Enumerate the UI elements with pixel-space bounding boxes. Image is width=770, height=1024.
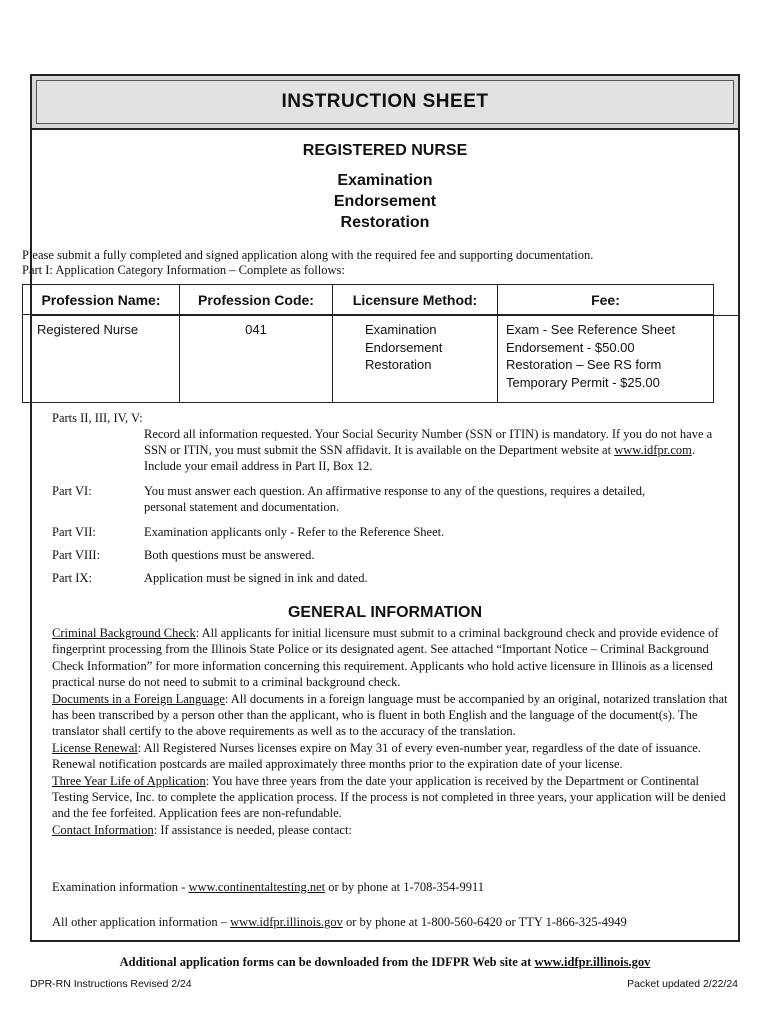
- cell-fees: [498, 315, 714, 403]
- table-row: [23, 315, 714, 403]
- footer-form-id: DPR-RN Instructions Revised 2/24: [30, 978, 192, 990]
- header-profession-name: Profession Name:: [23, 285, 180, 315]
- footer-idfpr-link[interactable]: www.idfpr.illinois.gov: [534, 955, 651, 969]
- application-category-table: [22, 284, 714, 403]
- cell-method-restoration: Restoration: [365, 357, 432, 372]
- other-contact-prefix: All other application information –: [52, 915, 231, 929]
- method-list: [32, 170, 738, 233]
- intro-line-1: Please submit a fully completed and signed application along with the required fee and supporting documentation.: [22, 248, 594, 262]
- other-contact-phone: or by phone at 1-800-560-6420 or TTY 1-866-325-4949: [342, 915, 627, 929]
- method-restoration: Restoration: [340, 214, 430, 231]
- footer-note-text: Additional application forms can be downloaded from the IDFPR Web site at: [119, 955, 535, 969]
- cell-profession-code: 041: [180, 315, 333, 403]
- general-information-heading: GENERAL INFORMATION: [287, 604, 483, 621]
- part-7-text: Examination applicants only - Refer to the Reference Sheet.: [144, 525, 445, 539]
- part-7-label: Part VII:: [52, 525, 96, 539]
- part-9-text: Application must be signed in ink and dated.: [144, 571, 368, 585]
- exam-contact-phone: or by phone at 1-708-354-9911: [325, 880, 484, 894]
- cell-method-examination: Examination: [365, 322, 437, 337]
- intro-text: [22, 248, 593, 278]
- part-6-text: You must answer each question. An affirmative response to any of the questions, requires a detailed, personal statement and documentation.: [144, 484, 646, 514]
- criminal-background-text: : All applicants for initial licensure must submit to a criminal background check and provide evidence of fingerprint processing from the Illinois State Police or its designated agent. See attached “Important Notice – Criminal Background Check Information” for more information concerning this requirement. Applicants who hold active licensure in Illinois as a licensed practical nurse do not need to submit to a criminal background check.: [52, 626, 719, 690]
- part-2-5-text-b: . Include your email address in Part II, Box 12.: [144, 443, 695, 473]
- page-title: INSTRUCTION SHEET: [36, 80, 734, 124]
- fee-exam: Exam - See Reference Sheet: [506, 322, 676, 337]
- application-life-label: Three Year Life of Application: [52, 773, 206, 788]
- criminal-background-label: Criminal Background Check: [52, 626, 196, 640]
- part-2-5-text: [144, 426, 728, 474]
- continental-testing-link[interactable]: www.continentaltesting.net: [188, 880, 326, 894]
- contact-text: : If assistance is needed, please contact:: [153, 822, 352, 837]
- criminal-background-paragraph: [52, 625, 732, 691]
- part-2-5-label: Parts II, III, IV, V:: [52, 411, 143, 425]
- part-9-label: Part IX:: [52, 571, 92, 585]
- fee-endorsement: Endorsement - $50.00: [506, 339, 635, 355]
- foreign-language-text: : All documents in a foreign language must be accompanied by an original, notarized translation that has been transcribed by a person other than the applicant, who is fluent in both English and the language of the document(s). The translator shall certify to the above requirements as well as to the accuracy of the translation.: [52, 691, 728, 739]
- intro-line-2: Part I: Application Category Information – Complete as follows:: [22, 263, 345, 277]
- license-renewal-paragraph: [52, 740, 732, 773]
- method-endorsement: Endorsement: [333, 193, 437, 210]
- part-8-label: Part VIII:: [52, 548, 101, 562]
- foreign-language-label: Documents in a Foreign Language: [52, 691, 225, 706]
- footer-packet-date: Packet updated 2/22/24: [627, 978, 738, 990]
- other-contact-line: [52, 915, 627, 930]
- header-profession-code: Profession Code:: [180, 285, 333, 315]
- cell-profession-name: Registered Nurse: [23, 315, 180, 403]
- part-6-label: Part VI:: [52, 484, 92, 498]
- method-examination: Examination: [337, 172, 433, 189]
- title-band: [32, 76, 738, 130]
- license-renewal-label: License Renewal: [52, 740, 138, 755]
- part-2-5-text-a: Record all information requested. Your Social Security Number (SSN or ITIN) is mandatory. If you do not have a SSN or ITIN, you must submit the SSN affidavit. It is available on the Department website at: [144, 427, 713, 457]
- application-life-paragraph: [52, 773, 732, 822]
- foreign-language-paragraph: [52, 691, 732, 740]
- table-header-row: [23, 285, 714, 315]
- footer-download-note: [0, 955, 770, 970]
- part-8-text: Both questions must be answered.: [144, 548, 315, 562]
- contact-paragraph: [52, 822, 732, 838]
- exam-contact-prefix: Examination information -: [52, 880, 189, 894]
- license-renewal-text: : All Registered Nurses licenses expire on May 31 of every even-number year, regardless of the date of issuance. Renewal notification postcards are mailed approximately three months prior to the expiration date of your license.: [52, 740, 701, 772]
- header-licensure-method: Licensure Method:: [333, 285, 498, 315]
- fee-temporary-permit: Temporary Permit - $25.00: [506, 374, 660, 390]
- cell-method-endorsement: Endorsement: [365, 339, 443, 355]
- general-information-body: [52, 625, 732, 838]
- idfpr-link[interactable]: www.idfpr.com: [614, 443, 692, 457]
- exam-contact-line: [52, 880, 484, 895]
- contact-label: Contact Information: [52, 822, 154, 837]
- fee-restoration: Restoration – See RS form: [506, 357, 662, 372]
- idfpr-illinois-link[interactable]: www.idfpr.illinois.gov: [230, 915, 343, 929]
- cell-licensure-methods: [333, 315, 498, 403]
- application-life-text: : You have three years from the date your application is received by the Department or Continental Testing Service, Inc. to complete the application process. If the process is not completed in three years, your application will be denied and the fee forfeited. Application fees are non-refundable.: [52, 773, 726, 821]
- profession-title: REGISTERED NURSE: [302, 142, 468, 159]
- header-fee: Fee:: [498, 285, 714, 315]
